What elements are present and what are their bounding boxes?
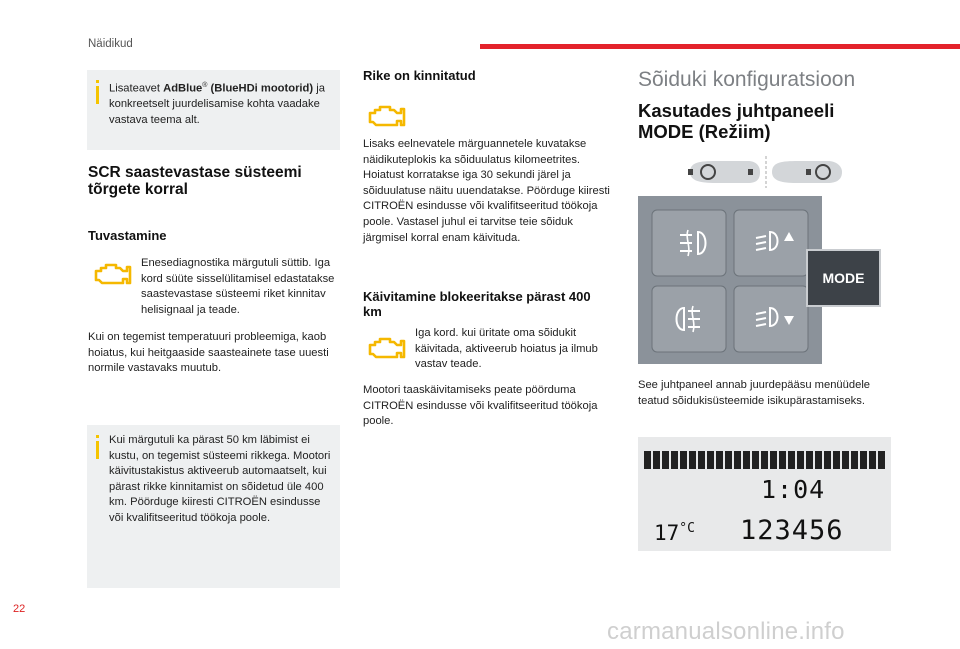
fault-confirmed-text: Lisaks eelnevatele märguannetele kuvatakse näidikuteplokis ka sõiduulatus kilomeetrites. Hoiatust korratakse iga 30 sekundi järel ja sõiduulatuse näitu uuendatakse. Pöörduge kiiresti CITROËN esindusse või kvalifitseeritud töökoja poole. Vastasel juhul ei tarvitse teie sõiduk järgmisel korral enam käivituda.: [363, 138, 610, 244]
info-note-adblue-text: Lisateavet AdBlue® (BlueHDi mootorid) ja konkreetselt juurdelisamise kohta vaadake vastava teema alt.: [109, 82, 325, 126]
mode-panel-heading: Kasutades juhtpaneeli MODE (Režiim): [638, 100, 835, 142]
headlamp-height-up-button[interactable]: [734, 210, 808, 276]
vehicle-config-title: Sõiduki konfiguratsioon: [638, 68, 856, 91]
engine-warning-icon: [92, 262, 132, 288]
display-temp-value: 17: [654, 521, 680, 545]
info-note-adblue: [87, 70, 340, 150]
lhd-rhd-icons: [686, 156, 846, 193]
engine-warning-icon: [366, 336, 406, 362]
mode-button-label: MODE: [822, 270, 865, 286]
section-header: Näidikud: [88, 38, 133, 50]
control-panel: [638, 196, 822, 364]
info-note-failure-text: Kui märgutuli ka pärast 50 km läbimist ei kustu, on tegemist süsteemi rikkega. Mootori käivitustakistus aktiveerub automaatselt, kui pärast rikke kinnitamist on sõidetud üle 400 km. Pöörduge kiiresti CITROËN esindusse või kvalifitseeritud töökoja poole.: [109, 434, 331, 524]
engine-warning-icon: [366, 104, 406, 130]
start-blocked-text: Mootori taaskäivitamiseks peate pöörduma CITROËN esindusse või kvalifitseeritud töökoja poole.: [363, 384, 598, 428]
info-icon: [96, 86, 99, 104]
instrument-display: [638, 437, 891, 551]
display-odometer: 123456: [740, 515, 844, 546]
rear-fog-lamp-button[interactable]: [652, 286, 726, 352]
headlamp-height-down-button[interactable]: [734, 286, 808, 352]
scr-heading: SCR saastevastase süsteemi tõrgete korral: [88, 164, 302, 198]
display-segment-bar: [644, 451, 885, 469]
front-fog-lamp-button[interactable]: [652, 210, 726, 276]
info-icon: [96, 441, 99, 459]
warning-text: Enesediagnostika märgutuli süttib. Iga kord süüte sisselülitamisel edastatakse saastevastase süsteemi riket kinnitav helisignaal ja teade.: [141, 257, 335, 316]
section-header-bar: [480, 44, 960, 49]
start-blocked-heading: Käivitamine blokeeritakse pärast 400 km: [363, 289, 591, 319]
watermark: carmanualsonline.info: [607, 618, 845, 645]
temperature-text: Kui on tegemist temperatuuri probleemiga, kaob hoiatus, kui heitgaaside saasteainete tase uuesti normile vastavaks muutub.: [88, 331, 329, 375]
page-number: 22: [13, 603, 26, 615]
display-clock: 1:04: [761, 475, 826, 504]
panel-caption: See juhtpaneel annab juurdepääsu menüüdele teatud sõidukisüsteemide isikupärastamiseks.: [638, 379, 871, 407]
detection-heading: Tuvastamine: [88, 228, 167, 243]
mode-button[interactable]: [806, 249, 881, 307]
display-temp-unit: °C: [679, 521, 695, 536]
start-blocked-warning: Iga kord. kui üritate oma sõidukit käivitada, aktiveerub hoiatus ja ilmub vastav teade.: [415, 327, 598, 371]
fault-confirmed-heading: Rike on kinnitatud: [363, 68, 476, 83]
info-note-failure: [87, 425, 340, 588]
display-outside-temp: [654, 521, 695, 545]
